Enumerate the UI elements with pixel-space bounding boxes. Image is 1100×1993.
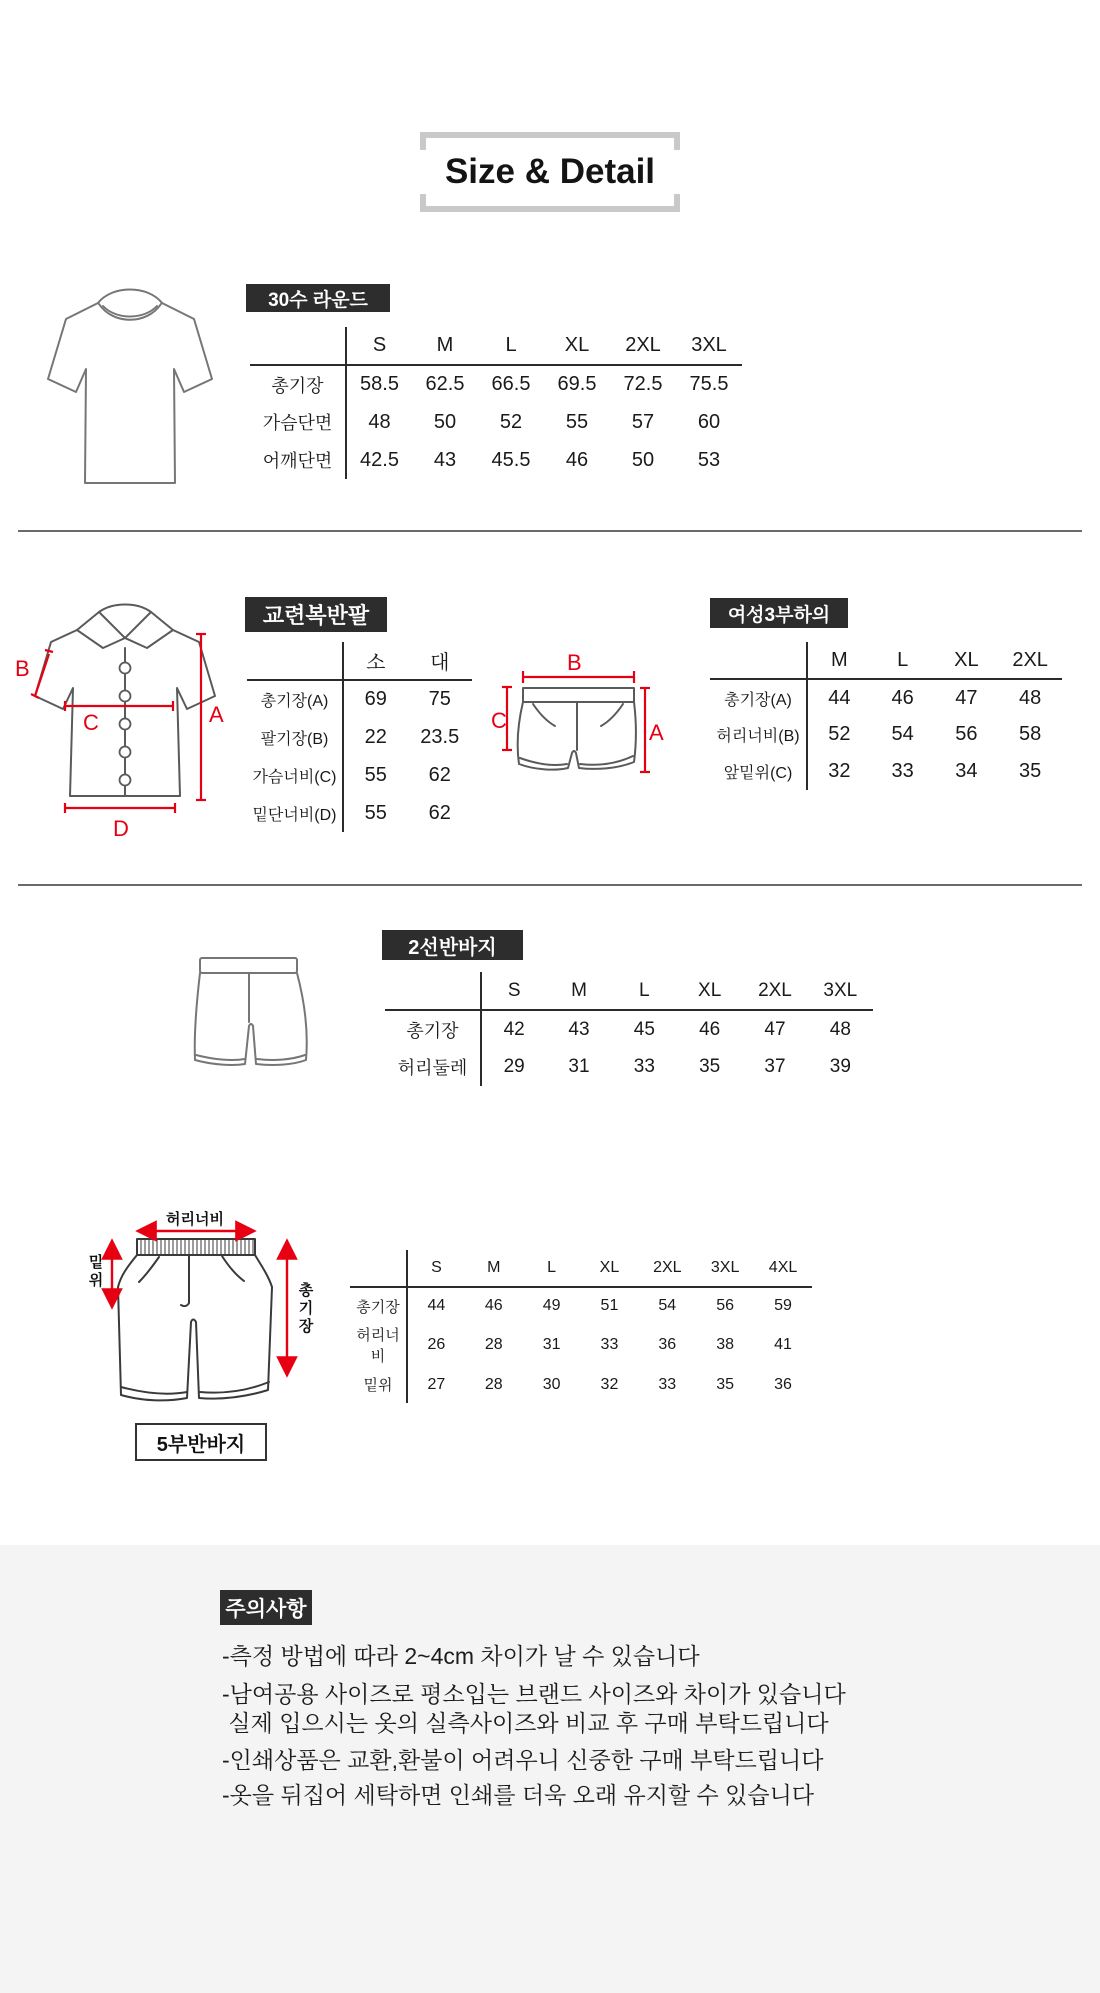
measurement-row bbox=[247, 756, 472, 794]
size-column-header: 2XL bbox=[742, 972, 807, 1010]
size-column-header: XL bbox=[677, 972, 742, 1010]
measurement-value: 52 bbox=[828, 723, 851, 745]
section-label-women3: 여성3부하의 bbox=[710, 598, 848, 628]
measurement-label: 어깨단면 bbox=[250, 441, 346, 479]
notice-line: -측정 방법에 따라 2~4cm 차이가 날 수 있습니다 bbox=[222, 1643, 700, 1669]
measurement-value: 59 bbox=[774, 1297, 792, 1314]
title-bracket-bottom bbox=[420, 194, 680, 212]
size-column-header: 2XL bbox=[638, 1250, 696, 1287]
measurement-value: 75 bbox=[428, 688, 451, 710]
measurement-value: 46 bbox=[565, 448, 589, 471]
size-column-header: M bbox=[546, 972, 611, 1010]
measurement-label: 허리너비(B) bbox=[710, 716, 807, 753]
measurement-label: 총기장(A) bbox=[710, 679, 807, 716]
section-divider bbox=[18, 530, 1082, 532]
size-column-header: L bbox=[478, 327, 544, 365]
measurement-value: 51 bbox=[600, 1297, 619, 1314]
measurement-value: 26 bbox=[427, 1336, 446, 1353]
drill-shirt-diagram bbox=[13, 596, 235, 854]
measurement-value: 62 bbox=[428, 763, 451, 786]
size-header-row bbox=[250, 327, 742, 365]
size-column-header: 소 bbox=[343, 642, 408, 680]
size-column-header: L bbox=[612, 972, 677, 1010]
corner-cell bbox=[250, 327, 346, 365]
measurement-value: 28 bbox=[484, 1375, 503, 1393]
size-table-2line bbox=[385, 972, 873, 1086]
measurement-value: 33 bbox=[891, 760, 914, 782]
measurement-value: 27 bbox=[427, 1375, 446, 1393]
measurement-row bbox=[250, 365, 742, 403]
notice-label: 주의사항 bbox=[220, 1590, 312, 1625]
page-title: Size & Detail bbox=[444, 152, 656, 191]
size-column-header: 3XL bbox=[696, 1250, 754, 1287]
measurement-label: 총기장 bbox=[250, 365, 346, 403]
drill-hem-label: D bbox=[113, 816, 129, 841]
measurement-label: 허리너비 bbox=[350, 1324, 407, 1366]
measurement-value: 58.5 bbox=[360, 373, 399, 395]
size-column-header: 3XL bbox=[676, 327, 742, 365]
measurement-value: 42.5 bbox=[360, 448, 399, 471]
measurement-row bbox=[247, 794, 472, 832]
size-header-row bbox=[247, 642, 472, 680]
size-header-row bbox=[710, 642, 1062, 679]
measurement-value: 33 bbox=[658, 1375, 677, 1393]
section-label-30su-round: 30수 라운드 bbox=[246, 284, 390, 312]
measurement-value: 57 bbox=[631, 410, 655, 433]
measurement-label: 총기장(A) bbox=[247, 680, 343, 718]
size-column-header: S bbox=[346, 327, 412, 365]
measurement-value: 69 bbox=[364, 688, 387, 710]
measurement-value: 60 bbox=[697, 410, 721, 433]
measurement-label: 팔기장(B) bbox=[247, 718, 343, 756]
measurement-value: 56 bbox=[955, 723, 978, 745]
tshirt-diagram bbox=[26, 273, 234, 497]
wshorts-waist-label: B bbox=[567, 650, 582, 675]
women-shorts-diagram bbox=[491, 638, 667, 778]
measurement-row bbox=[385, 1048, 873, 1086]
measurement-value: 45 bbox=[633, 1018, 655, 1040]
measurement-row bbox=[710, 753, 1062, 790]
section-label-5bu: 5부반바지 bbox=[135, 1423, 267, 1461]
size-column-header: XL bbox=[581, 1250, 639, 1287]
measurement-row bbox=[350, 1287, 812, 1324]
measurement-value: 47 bbox=[764, 1018, 786, 1040]
notice-line: -옷을 뒤집어 세탁하면 인쇄를 더욱 오래 유지할 수 있습니다 bbox=[222, 1782, 815, 1808]
measurement-value: 48 bbox=[829, 1018, 851, 1040]
measurement-label: 밑위 bbox=[350, 1366, 407, 1403]
measurement-value: 36 bbox=[774, 1375, 792, 1393]
measurement-value: 41 bbox=[774, 1336, 792, 1353]
drill-sleeve-label: B bbox=[15, 656, 30, 681]
measurement-value: 58 bbox=[1019, 723, 1042, 745]
measurement-value: 52 bbox=[499, 410, 523, 433]
size-column-header: S bbox=[481, 972, 546, 1010]
title-bracket-top bbox=[420, 132, 680, 150]
measurement-value: 32 bbox=[828, 760, 851, 782]
measurement-row bbox=[250, 441, 742, 479]
measurement-value: 54 bbox=[891, 723, 914, 745]
drill-chest-label: C bbox=[83, 710, 99, 735]
measure-arrows bbox=[112, 1231, 287, 1373]
measurement-value: 43 bbox=[433, 448, 457, 471]
waistband-ribbing bbox=[141, 1239, 253, 1255]
shorts-rise-label: 밑위 bbox=[86, 1254, 104, 1290]
section-label-drill: 교련복반팔 bbox=[245, 597, 387, 632]
measurement-value: 37 bbox=[764, 1056, 786, 1077]
measurement-value: 33 bbox=[633, 1056, 655, 1077]
notice-line: 실제 입으시는 옷의 실측사이즈와 비교 후 구매 부탁드립니다 bbox=[222, 1710, 829, 1736]
measurement-value: 33 bbox=[600, 1336, 619, 1353]
size-column-header: 3XL bbox=[808, 972, 873, 1010]
measurement-value: 42 bbox=[503, 1018, 525, 1040]
measurement-value: 62.5 bbox=[425, 373, 465, 395]
size-table-women3 bbox=[710, 642, 1062, 790]
section-divider bbox=[18, 884, 1082, 886]
measurement-value: 38 bbox=[716, 1336, 735, 1353]
measurement-value: 44 bbox=[828, 686, 851, 709]
measurement-value: 34 bbox=[955, 760, 978, 782]
size-column-header: L bbox=[523, 1250, 581, 1287]
size-column-header: 2XL bbox=[610, 327, 676, 365]
measurement-value: 31 bbox=[542, 1336, 561, 1353]
page-title-frame bbox=[420, 132, 680, 212]
measurement-value: 35 bbox=[716, 1375, 735, 1393]
size-column-header: S bbox=[407, 1250, 465, 1287]
size-table-drill bbox=[247, 642, 472, 832]
measurement-value: 49 bbox=[542, 1297, 561, 1314]
corner-cell bbox=[385, 972, 481, 1010]
measurement-value: 29 bbox=[503, 1056, 525, 1077]
measurement-value: 36 bbox=[658, 1336, 677, 1353]
measurement-value: 32 bbox=[600, 1375, 619, 1393]
size-column-header: 2XL bbox=[998, 642, 1062, 679]
measurement-label: 가슴너비(C) bbox=[247, 756, 343, 794]
measurement-row bbox=[385, 1010, 873, 1048]
shorts-length-label: 총기장 bbox=[296, 1282, 314, 1336]
measurement-value: 28 bbox=[484, 1336, 503, 1353]
size-column-header: 4XL bbox=[754, 1250, 812, 1287]
size-column-header: 대 bbox=[408, 642, 473, 680]
measurement-row bbox=[350, 1366, 812, 1403]
measurement-value: 44 bbox=[427, 1297, 446, 1314]
measurement-value: 55 bbox=[565, 410, 589, 433]
size-column-header: M bbox=[412, 327, 478, 365]
section-label-2line: 2선반바지 bbox=[382, 930, 523, 960]
measurement-value: 31 bbox=[568, 1056, 590, 1077]
shorts-waist-label: 허리너비 bbox=[166, 1211, 224, 1228]
measurement-value: 56 bbox=[716, 1297, 735, 1314]
measurement-value: 22 bbox=[364, 725, 387, 748]
size-column-header: L bbox=[871, 642, 935, 679]
size-table-5bu bbox=[350, 1250, 812, 1403]
measurement-value: 48 bbox=[1019, 686, 1042, 709]
measurement-value: 43 bbox=[568, 1018, 590, 1040]
wshorts-length-label: A bbox=[649, 720, 664, 745]
measurement-value: 46 bbox=[891, 686, 914, 709]
measurement-value: 30 bbox=[542, 1375, 561, 1393]
measurement-value: 48 bbox=[368, 410, 391, 433]
corner-cell bbox=[710, 642, 807, 679]
measurement-value: 23.5 bbox=[420, 725, 460, 748]
drill-length-label: A bbox=[209, 702, 224, 727]
measurement-row bbox=[250, 403, 742, 441]
size-column-header: XL bbox=[544, 327, 610, 365]
shorts-measure-drawing bbox=[60, 1210, 318, 1425]
measurement-value: 72.5 bbox=[623, 373, 663, 395]
measurement-value: 75.5 bbox=[689, 373, 729, 395]
corner-cell bbox=[350, 1250, 407, 1287]
measurement-value: 50 bbox=[631, 448, 655, 471]
measurement-value: 55 bbox=[364, 801, 387, 824]
measurement-value: 69.5 bbox=[557, 373, 597, 395]
size-table-30su-round bbox=[250, 327, 742, 479]
measurement-label: 총기장 bbox=[350, 1287, 407, 1324]
measurement-label: 밑단너비(D) bbox=[247, 794, 343, 832]
measurement-value: 53 bbox=[697, 448, 721, 471]
corner-cell bbox=[247, 642, 343, 680]
measurement-value: 46 bbox=[484, 1297, 503, 1314]
measurement-value: 62 bbox=[428, 801, 451, 824]
shorts-diagram bbox=[185, 952, 320, 1082]
notice-line: -인쇄상품은 교환,환불이 어려우니 신중한 구매 부탁드립니다 bbox=[222, 1747, 824, 1773]
size-column-header: M bbox=[465, 1250, 523, 1287]
measurement-value: 47 bbox=[955, 686, 978, 709]
measurement-value: 54 bbox=[658, 1297, 677, 1314]
size-header-row bbox=[385, 972, 873, 1010]
measurement-row bbox=[710, 679, 1062, 716]
measurement-value: 46 bbox=[699, 1018, 721, 1040]
shorts-measure-diagram bbox=[60, 1210, 318, 1425]
notice-line: -남여공용 사이즈로 평소입는 브랜드 사이즈와 차이가 있습니다 bbox=[222, 1681, 846, 1707]
measurement-label: 총기장 bbox=[385, 1010, 481, 1048]
size-column-header: M bbox=[807, 642, 871, 679]
measurement-value: 45.5 bbox=[491, 448, 531, 471]
measurement-value: 66.5 bbox=[491, 373, 531, 395]
measurement-label: 가슴단면 bbox=[250, 403, 346, 441]
measurement-row bbox=[710, 716, 1062, 753]
measurement-label: 앞밑위(C) bbox=[710, 753, 807, 790]
measurement-row bbox=[350, 1324, 812, 1366]
measurement-value: 55 bbox=[364, 763, 387, 786]
measurement-value: 50 bbox=[433, 410, 457, 433]
measurement-value: 35 bbox=[699, 1056, 721, 1077]
measurement-row bbox=[247, 718, 472, 756]
size-column-header: XL bbox=[935, 642, 999, 679]
measurement-row bbox=[247, 680, 472, 718]
measurement-label: 허리둘레 bbox=[385, 1048, 481, 1086]
measurement-value: 39 bbox=[829, 1056, 851, 1077]
measurement-value: 35 bbox=[1019, 760, 1042, 782]
wshorts-rise-label: C bbox=[491, 708, 507, 733]
size-header-row bbox=[350, 1250, 812, 1287]
